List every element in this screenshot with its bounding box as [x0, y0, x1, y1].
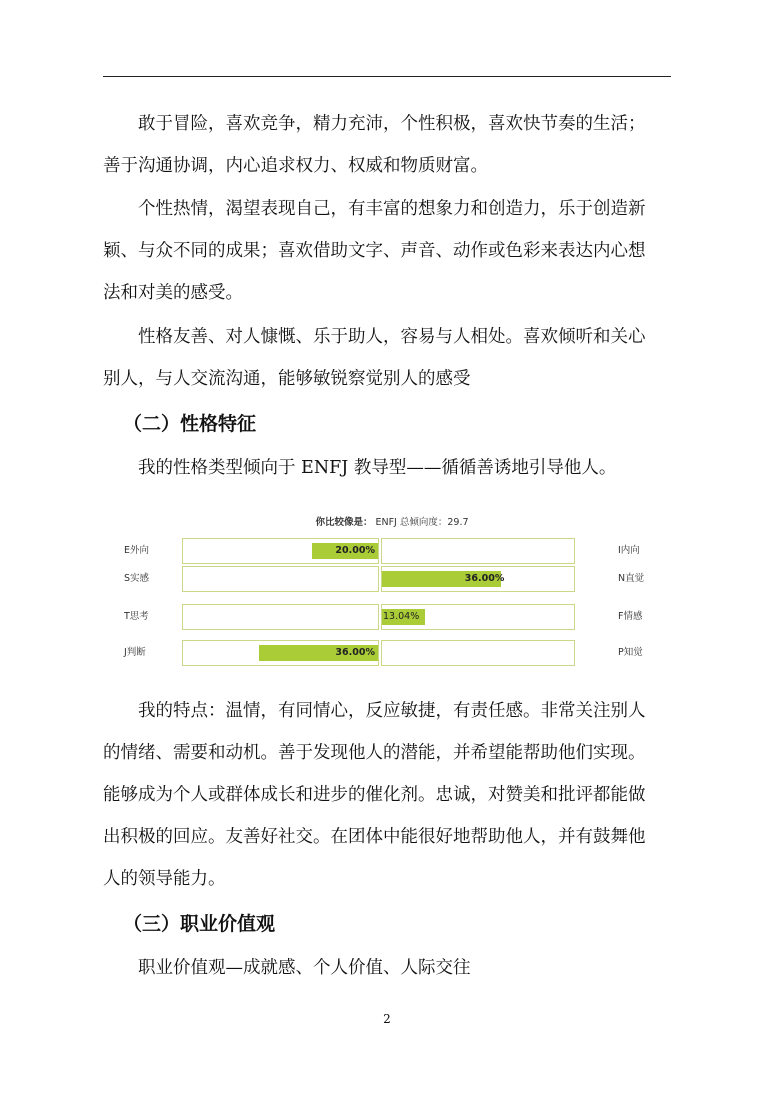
chart-track-right — [381, 566, 575, 592]
chart-track-right — [381, 640, 575, 666]
chart-row — [112, 604, 672, 630]
chart-left-label: E外向 — [124, 545, 150, 556]
section-heading-values: （三）职业价值观 — [123, 913, 276, 935]
paragraph-line: 我的特点：温情，有同情心，反应敏捷，有责任感。非常关注别人 — [138, 701, 646, 721]
chart-right-label: I内向 — [618, 545, 640, 556]
chart-track-left — [182, 640, 379, 666]
paragraph-line: 性格友善、对人慷慨、乐于助人，容易与人相处。喜欢倾听和关心 — [138, 327, 646, 347]
paragraph-creativity — [103, 188, 671, 314]
paragraph-line: 职业价值观—成就感、个人价值、人际交往 — [138, 958, 471, 978]
chart-value-label: 13.04% — [383, 611, 420, 622]
paragraph-line: 颖、与众不同的成果；喜欢借助文字、声音、动作或色彩来表达内心想 — [103, 241, 646, 261]
page-number: 2 — [383, 1012, 391, 1026]
chart-title — [112, 514, 672, 528]
chart-right-label: P知觉 — [618, 647, 643, 658]
paragraph-line: 出积极的回应。友善好社交。在团体中能很好地帮助他人，并有鼓舞他 — [103, 827, 646, 847]
paragraph-line: 善于沟通协调，内心追求权力、权威和物质财富。 — [103, 156, 488, 176]
mbti-chart — [112, 510, 672, 675]
paragraph-line: 人的领导能力。 — [103, 869, 226, 889]
chart-track-left — [182, 604, 379, 630]
paragraph-characteristics — [103, 690, 671, 900]
paragraph-risk-taking — [103, 103, 671, 187]
chart-left-label: S实感 — [124, 573, 150, 584]
chart-value-label: 36.00% — [464, 573, 505, 584]
chart-right-label: F情感 — [618, 611, 643, 622]
chart-left-label: T思考 — [124, 611, 149, 622]
chart-track-right — [381, 538, 575, 564]
paragraph-friendliness — [103, 316, 671, 400]
chart-track-left — [182, 566, 379, 592]
paragraph-line: 我的性格类型倾向于 ENFJ 教导型——循循善诱地引导他人。 — [138, 458, 617, 478]
paragraph-line: 个性热情，渴望表现自己，有丰富的想象力和创造力，乐于创造新 — [138, 199, 646, 219]
paragraph-line: 法和对美的感受。 — [103, 283, 243, 303]
paragraph-line: 敢于冒险，喜欢竞争，精力充沛，个性积极，喜欢快节奏的生活； — [138, 114, 646, 134]
chart-row — [112, 538, 672, 564]
paragraph-personality-type — [103, 447, 671, 489]
chart-left-label: J判断 — [124, 647, 146, 658]
paragraph-line: 别人，与人交流沟通，能够敏锐察觉别人的感受 — [103, 369, 471, 389]
chart-track-left — [182, 538, 379, 564]
header-rule — [103, 76, 671, 77]
chart-value-label: 36.00% — [335, 647, 375, 658]
chart-value-label: 20.00% — [335, 545, 375, 556]
chart-row — [112, 566, 672, 592]
chart-track-right — [381, 604, 575, 630]
chart-title-prefix: 你比较像是： — [315, 517, 373, 528]
paragraph-line: 的情绪、需要和动机。善于发现他人的潜能，并希望能帮助他们实现。 — [103, 743, 646, 763]
chart-row — [112, 640, 672, 666]
chart-title-suffix: ENFJ 总倾向度：29.7 — [375, 517, 469, 528]
chart-right-label: N直觉 — [618, 573, 645, 584]
paragraph-line: 能够成为个人或群体成长和进步的催化剂。忠诚，对赞美和批评都能做 — [103, 785, 646, 805]
section-heading-personality: （二）性格特征 — [123, 413, 257, 435]
paragraph-career-values — [103, 947, 671, 989]
